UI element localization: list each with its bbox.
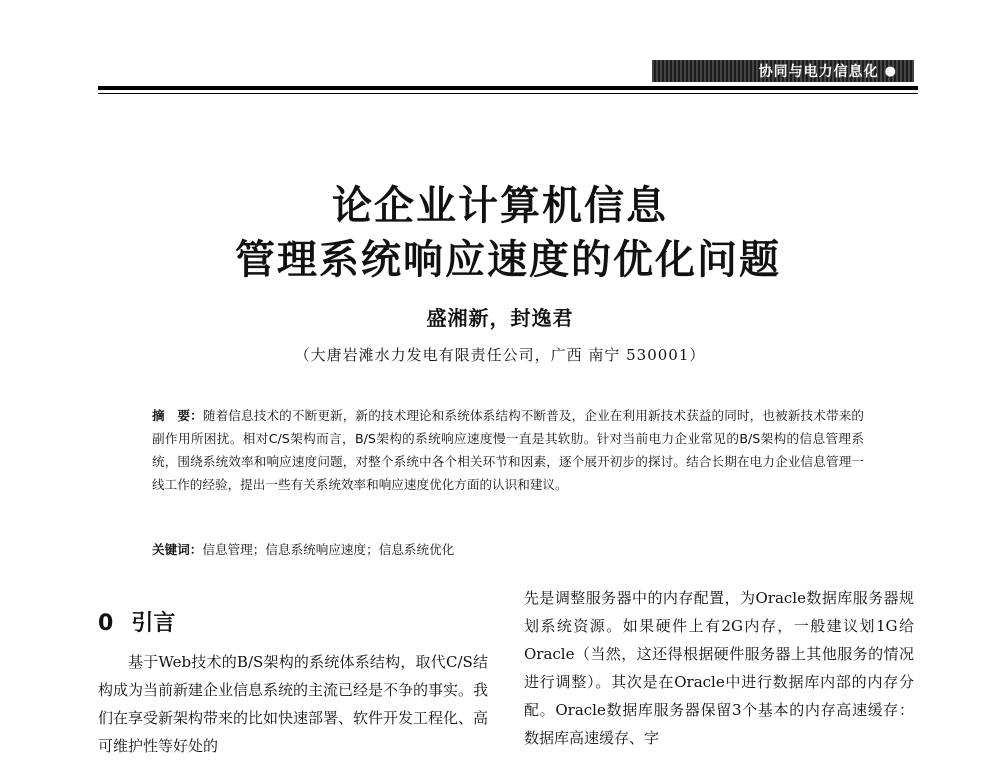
journal-section-label: 协同与电力信息化: [758, 64, 879, 80]
paper-title-line-1: 论企业计算机信息: [332, 182, 668, 229]
body-paragraph-left: 基于Web技术的B/S架构的系统体系结构，取代C/S结构成为当前新建企业信息系统的主流已经是不争的事实。我们在享受新架构带来的比如快速部署、软件开发工程化、高可维护性等好处的: [98, 653, 489, 755]
paper-authors: 盛湘新，封逸君: [426, 306, 574, 330]
paper-affiliation: （大唐岩滩水力发电有限责任公司，广西 南宁 530001）: [294, 346, 706, 364]
paper-title-line-2: 管理系统响应速度的优化问题: [235, 236, 781, 283]
abstract-block: [152, 404, 864, 496]
keywords-block: [152, 540, 864, 560]
abstract-text: 随着信息技术的不断更新，新的技术理论和系统体系结构不断普及，企业在利用新技术获益的同时，也被新技术带来的副作用所困扰。相对C/S架构而言，B/S架构的系统响应速度慢一直是其软肋。针对当前电力企业常见的B/S架构的信息管理系统，围绕系统效率和响应速度问题，对整个系统中各个相关环节和因素，逐个展开初步的探讨。结合长期在电力企业信息管理一线工作的经验，提出一些有关系统效率和响应速度优化方面的认识和建议。: [152, 408, 865, 492]
journal-section-banner: [652, 60, 914, 82]
keywords-text: 信息管理；信息系统响应速度；信息系统优化: [202, 542, 455, 557]
header-rule-thick: [98, 86, 918, 90]
section-title: 引言: [131, 611, 176, 636]
abstract-label: 摘 要：: [152, 408, 203, 423]
keywords-label: 关键词：: [152, 542, 203, 557]
body-column-left: [98, 648, 488, 760]
section-number: 0: [98, 611, 114, 636]
body-column-right: [524, 584, 914, 752]
header-rule-thin: [98, 93, 918, 94]
body-paragraph-right: 先是调整服务器中的内存配置，为Oracle数据库服务器规划系统资源。如果硬件上有2G内存，一般建议划1G给Oracle（当然，这还得根据硬件服务器上其他服务的情况进行调整）。其次是在Oracle中进行数据库内部的内存分配。Oracle数据库服务器保留3个基本的内存高速缓存：数据库高速缓存、字: [524, 589, 914, 747]
circle-logo-icon: ●: [884, 63, 896, 79]
section-heading-introduction: [98, 606, 175, 637]
